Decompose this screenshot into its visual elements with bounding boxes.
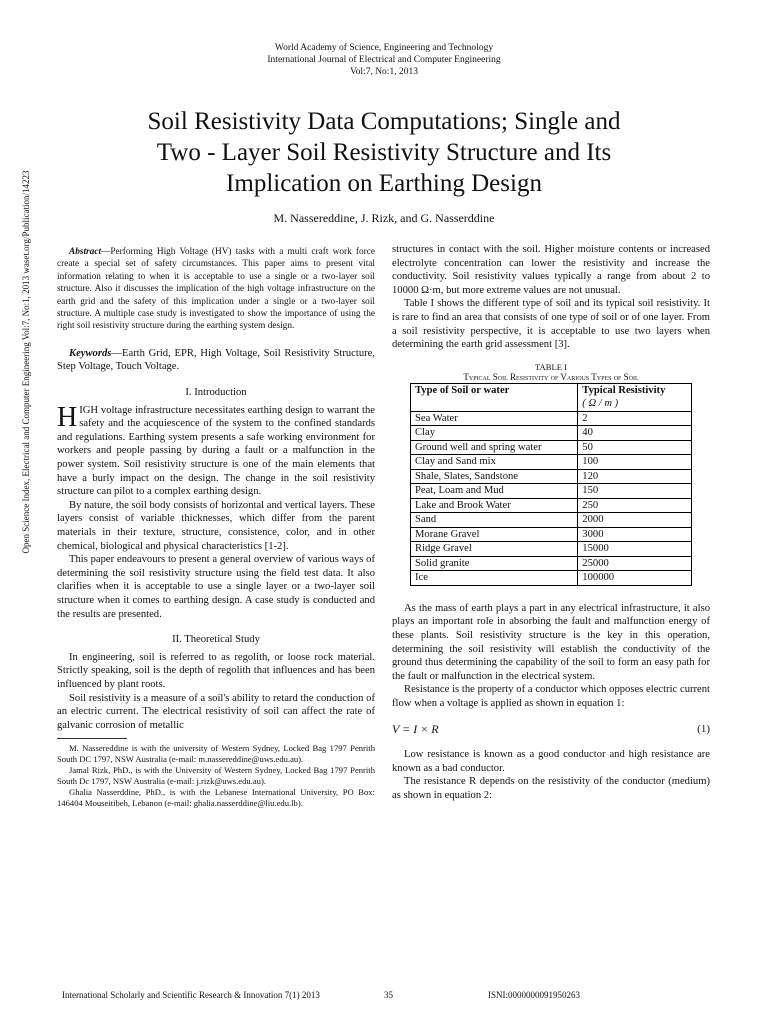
- header-line-1: World Academy of Science, Engineering and Technology: [274, 43, 494, 53]
- abstract: [57, 246, 375, 333]
- right-paragraph-6: The resistance R depends on the resistivity of the conductor (medium) as shown in equation 2:: [392, 776, 710, 801]
- header-line-2: International Journal of Electrical and Computer Engineering: [267, 55, 501, 65]
- table-cell-resistivity: 100: [578, 455, 692, 470]
- table-cell-soil-type: Clay and Sand mix: [411, 455, 578, 470]
- keywords: [57, 347, 375, 374]
- section-2-title: II. Theoretical Study: [172, 634, 260, 646]
- right-paragraph-4: Resistance is the property of a conductor which opposes electric current flow when a voltage is applied as shown in equation 1:: [392, 684, 710, 709]
- keywords-label: Keywords: [69, 347, 112, 359]
- equation-1: [392, 723, 710, 737]
- right-paragraph-3: As the mass of earth plays a part in any electrical infrastructure, it also plays an important role in absorbing the fault and malfunction energy of these plants. Soil resistivity structure is the key in this operation, determining the soil resistivity will establish the conductivity of the ground thus determining the capability of the soil to form an easy path for the fault or malfunction in the electrical system.: [392, 602, 710, 682]
- table-cell-soil-type: Sea Water: [411, 411, 578, 426]
- drop-cap: H: [57, 401, 78, 433]
- table-cell-resistivity: 250: [578, 498, 692, 513]
- table-row: [411, 440, 692, 455]
- intro-paragraph-1: [57, 401, 375, 499]
- table-cell-resistivity: 2: [578, 411, 692, 426]
- title-line-2: Two - Layer Soil Resistivity Structure and Its: [156, 139, 612, 166]
- table-row: [411, 426, 692, 441]
- table-row: [411, 513, 692, 528]
- table-header-resistivity-label: Typical Resistivity: [582, 384, 666, 396]
- table-cell-soil-type: Peat, Loam and Mud: [411, 484, 578, 499]
- table-cell-soil-type: Clay: [411, 426, 578, 441]
- table-cell-soil-type: Ridge Gravel: [411, 542, 578, 557]
- table-cell-soil-type: Ground well and spring water: [411, 440, 578, 455]
- section-1-title: I. Introduction: [185, 387, 247, 399]
- footnote-1: M. Nassereddine is with the university of Western Sydney, Locked Bag 1797 Penrith South DC 1797, NSW Australia (e-mail: m.nassereddine@uws.edu.au).: [57, 743, 375, 765]
- table-cell-resistivity: 50: [578, 440, 692, 455]
- right-paragraph-1: structures in contact with the soil. Higher moisture contents or increased electrolyte concentration can lower the resistivity and increase the conductivity. Soil resistivity values typically a range from about 2 to 10000 Ω·m, but more extreme values are not unusual.: [392, 244, 710, 296]
- table-row: [411, 411, 692, 426]
- table-cell-resistivity: 150: [578, 484, 692, 499]
- keywords-text: —Earth Grid, EPR, High Voltage, Soil Resistivity Structure, Step Voltage, Touch Voltage.: [57, 347, 375, 373]
- table-caption: Typical Soil Resistivity of Various Types of Soil: [463, 371, 639, 382]
- side-text: Open Science Index, Electrical and Computer Engineering Vol:7, No:1, 2013 waset.org/Publication/14223: [21, 170, 31, 554]
- table-cell-resistivity: 40: [578, 426, 692, 441]
- table-header-resistivity: [578, 383, 692, 411]
- footnote-2: Jamal Rizk, PhD., is with the University of Western Sydney, Locked Bag 1797 Penrith South Dc 1797, NSW Australia (e-mail: j.rizk@uws.edu.au).: [57, 765, 375, 787]
- equation-1-expression: V = I × R: [392, 721, 439, 736]
- table-row: [411, 556, 692, 571]
- table-body: [411, 411, 692, 585]
- table-cell-resistivity: 2000: [578, 513, 692, 528]
- table-row: [411, 498, 692, 513]
- table-cell-resistivity: 120: [578, 469, 692, 484]
- footer-page-number: 35: [384, 990, 393, 1000]
- table-cell-soil-type: Ice: [411, 571, 578, 586]
- table-row: [411, 484, 692, 499]
- footer-right: ISNI:0000000091950263: [488, 990, 580, 1000]
- journal-header: [0, 42, 768, 78]
- equation-1-number: (1): [697, 722, 710, 735]
- table-cell-resistivity: 15000: [578, 542, 692, 557]
- intro-paragraph-3: This paper endeavours to present a general overview of various ways of determining the soil resistivity structure using the field test data. It also clarifies when it is acceptable to use a single layer or a two-layer soil structure when it comes to earthing design. A case study is conducted and the results are presented.: [57, 554, 375, 620]
- left-column: [57, 246, 375, 809]
- table-cell-soil-type: Sand: [411, 513, 578, 528]
- authors: M. Nassereddine, J. Rizk, and G. Nasserddine: [273, 211, 495, 225]
- table-cell-soil-type: Lake and Brook Water: [411, 498, 578, 513]
- theory-paragraph-1: In engineering, soil is referred to as regolith, or loose rock material. Strictly speaking, soil is the depth of regolith that influences and has been influenced by plant roots.: [57, 651, 375, 690]
- table-row: [411, 571, 692, 586]
- intro-text-1: IGH voltage infrastructure necessitates earthing design to warrant the safety and the acquiescence of the system to the confined standards and regulations. Earthing system presents a safe working environment for workers and people passing by during a fault or a malfunction in the power system. Soil resistivity structure is one of the main elements that have a burly impact on the design. The change in the soil resistivity structure can pilot to a complex earthing design.: [57, 404, 375, 498]
- footer-left: International Scholarly and Scientific Research & Innovation 7(1) 2013: [62, 990, 320, 1000]
- title-line-3: Implication on Earthing Design: [226, 170, 542, 197]
- table-row: [411, 455, 692, 470]
- footnote-3: Ghalia Nasserddine, PhD., is with the Lebanese International University, PO Box: 146404 Mouseitibeh, Lebanon (e-mail: ghalia.nasserddine@liu.edu.lb).: [57, 787, 375, 809]
- right-paragraph-2: Table I shows the different type of soil and its typical soil resistivity. It is rare to find an area that consists of one type of soil or of one layer. From a soil resistivity perspective, it is acceptable to use two layers when determining the earth grid assessment [3].: [392, 298, 710, 351]
- intro-paragraph-2: By nature, the soil body consists of horizontal and vertical layers. These layers consist of variable thicknesses, which differ from the parent materials in their texture, structure, consistence, color, and in other chemical, biological and physical characteristics [1-2].: [57, 499, 375, 552]
- table-row: [411, 542, 692, 557]
- table-cell-soil-type: Solid granite: [411, 556, 578, 571]
- table-cell-soil-type: Morane Gravel: [411, 527, 578, 542]
- right-column: [392, 243, 710, 802]
- table-row: [411, 527, 692, 542]
- table-header-soil: Type of Soil or water: [411, 383, 578, 411]
- table-cell-resistivity: 3000: [578, 527, 692, 542]
- table-cell-resistivity: 100000: [578, 571, 692, 586]
- table-cell-soil-type: Shale, Slates, Sandstone: [411, 469, 578, 484]
- theory-paragraph-2: Soil resistivity is a measure of a soil's ability to retard the conduction of an electric current. The electrical resistivity of soil can affect the rate of galvanic corrosion of metallic: [57, 692, 375, 731]
- table-unit: ( Ω / m ): [582, 398, 619, 410]
- paper-title: [60, 106, 708, 199]
- abstract-label: Abstract: [69, 247, 102, 257]
- table-header-row: [411, 383, 692, 411]
- footnote-rule: [57, 738, 127, 739]
- right-paragraph-5: Low resistance is known as a good conductor and high resistance are known as a bad conductor.: [392, 749, 710, 774]
- table-cell-resistivity: 25000: [578, 556, 692, 571]
- soil-resistivity-table: [410, 383, 692, 586]
- table-row: [411, 469, 692, 484]
- table-label: TABLE I: [534, 361, 567, 372]
- abstract-text: —Performing High Voltage (HV) tasks with a multi craft work force create a special set of safety circumstances. This paper aims to present vital information relating to when it is acceptable to use a single or a two-layer soil structure. Also it discusses the implication of the high voltage infrastructure on the earth grid and the safety of this implication under a single or a two-layer soil structure. A multiple case study is investigated to show the importance of using the right soil resistivity structure during the earthing system design.: [57, 247, 375, 332]
- header-line-3: Vol:7, No:1, 2013: [350, 67, 418, 77]
- title-line-1: Soil Resistivity Data Computations; Single and: [147, 108, 621, 135]
